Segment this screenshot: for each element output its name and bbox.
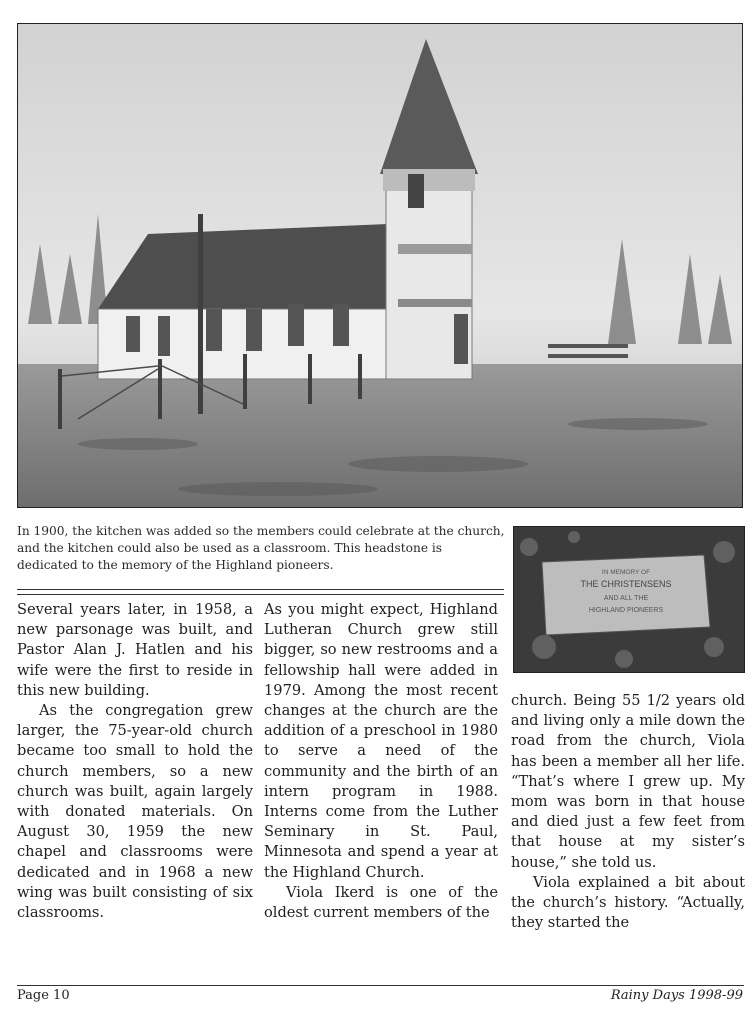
headstone-line-1: IN MEMORY OF [601,569,651,576]
headstone-illustration [514,527,744,672]
paragraph: Viola Ikerd is one of the oldest current members of the [264,883,498,922]
paragraph: As you might expect, Highland Lutheran Church grew still bigger, so new restrooms and a fellowship hall were added in 1979. Among the most recent changes at the church are the addition of a preschool in 1980 to serve a need of the community and the birth of an intern program in 1988. Interns come from the Luther Seminary in St. Paul, Minnesota and spend a year at the Highland Church. [264,601,498,881]
article-column-1 [17,600,253,923]
paragraph: Viola explained a bit about the church’s history. “Actually, they started the [511,873,745,932]
page-number: Page 10 [17,988,70,1003]
footer-divider [17,985,744,986]
church-illustration [18,24,742,507]
article-column-2 [264,600,498,923]
church-photo [17,23,743,508]
headstone-line-4: HIGHLAND PIONEERS [588,607,664,614]
paragraph: church. Being 55 1/2 years old and living only a mile down the road from the church, Viola has been a member all her life. “That’s where I grew up. My mom was born in that house and died just a few feet from that house at my sister’s house,” she told us. [511,692,745,871]
paragraph: Several years later, in 1958, a new parsonage was built, and Pastor Alan J. Hatlen and his wife were the first to reside in this new building. [17,601,253,699]
headstone-line-2: THE CHRISTENSENS [580,579,672,589]
paragraph: As the congregation grew larger, the 75-year-old church became too small to hold the church members, so a new church was built, again largely with donated materials. On August 30, 1959 the new chapel and classrooms were dedicated and in 1968 a new wing was built consisting of six classrooms. [17,702,253,922]
caption-divider [17,589,504,595]
article-column-3 [511,691,745,933]
publication-title: Rainy Days 1998-99 [610,988,743,1003]
headstone-photo [513,526,745,673]
photo-caption: In 1900, the kitchen was added so the members could celebrate at the church, and the kitchen could also be used as a classroom. This headstone is dedicated to the memory of the Highland pioneers. [17,524,505,572]
headstone-line-3: AND ALL THE [603,595,649,602]
